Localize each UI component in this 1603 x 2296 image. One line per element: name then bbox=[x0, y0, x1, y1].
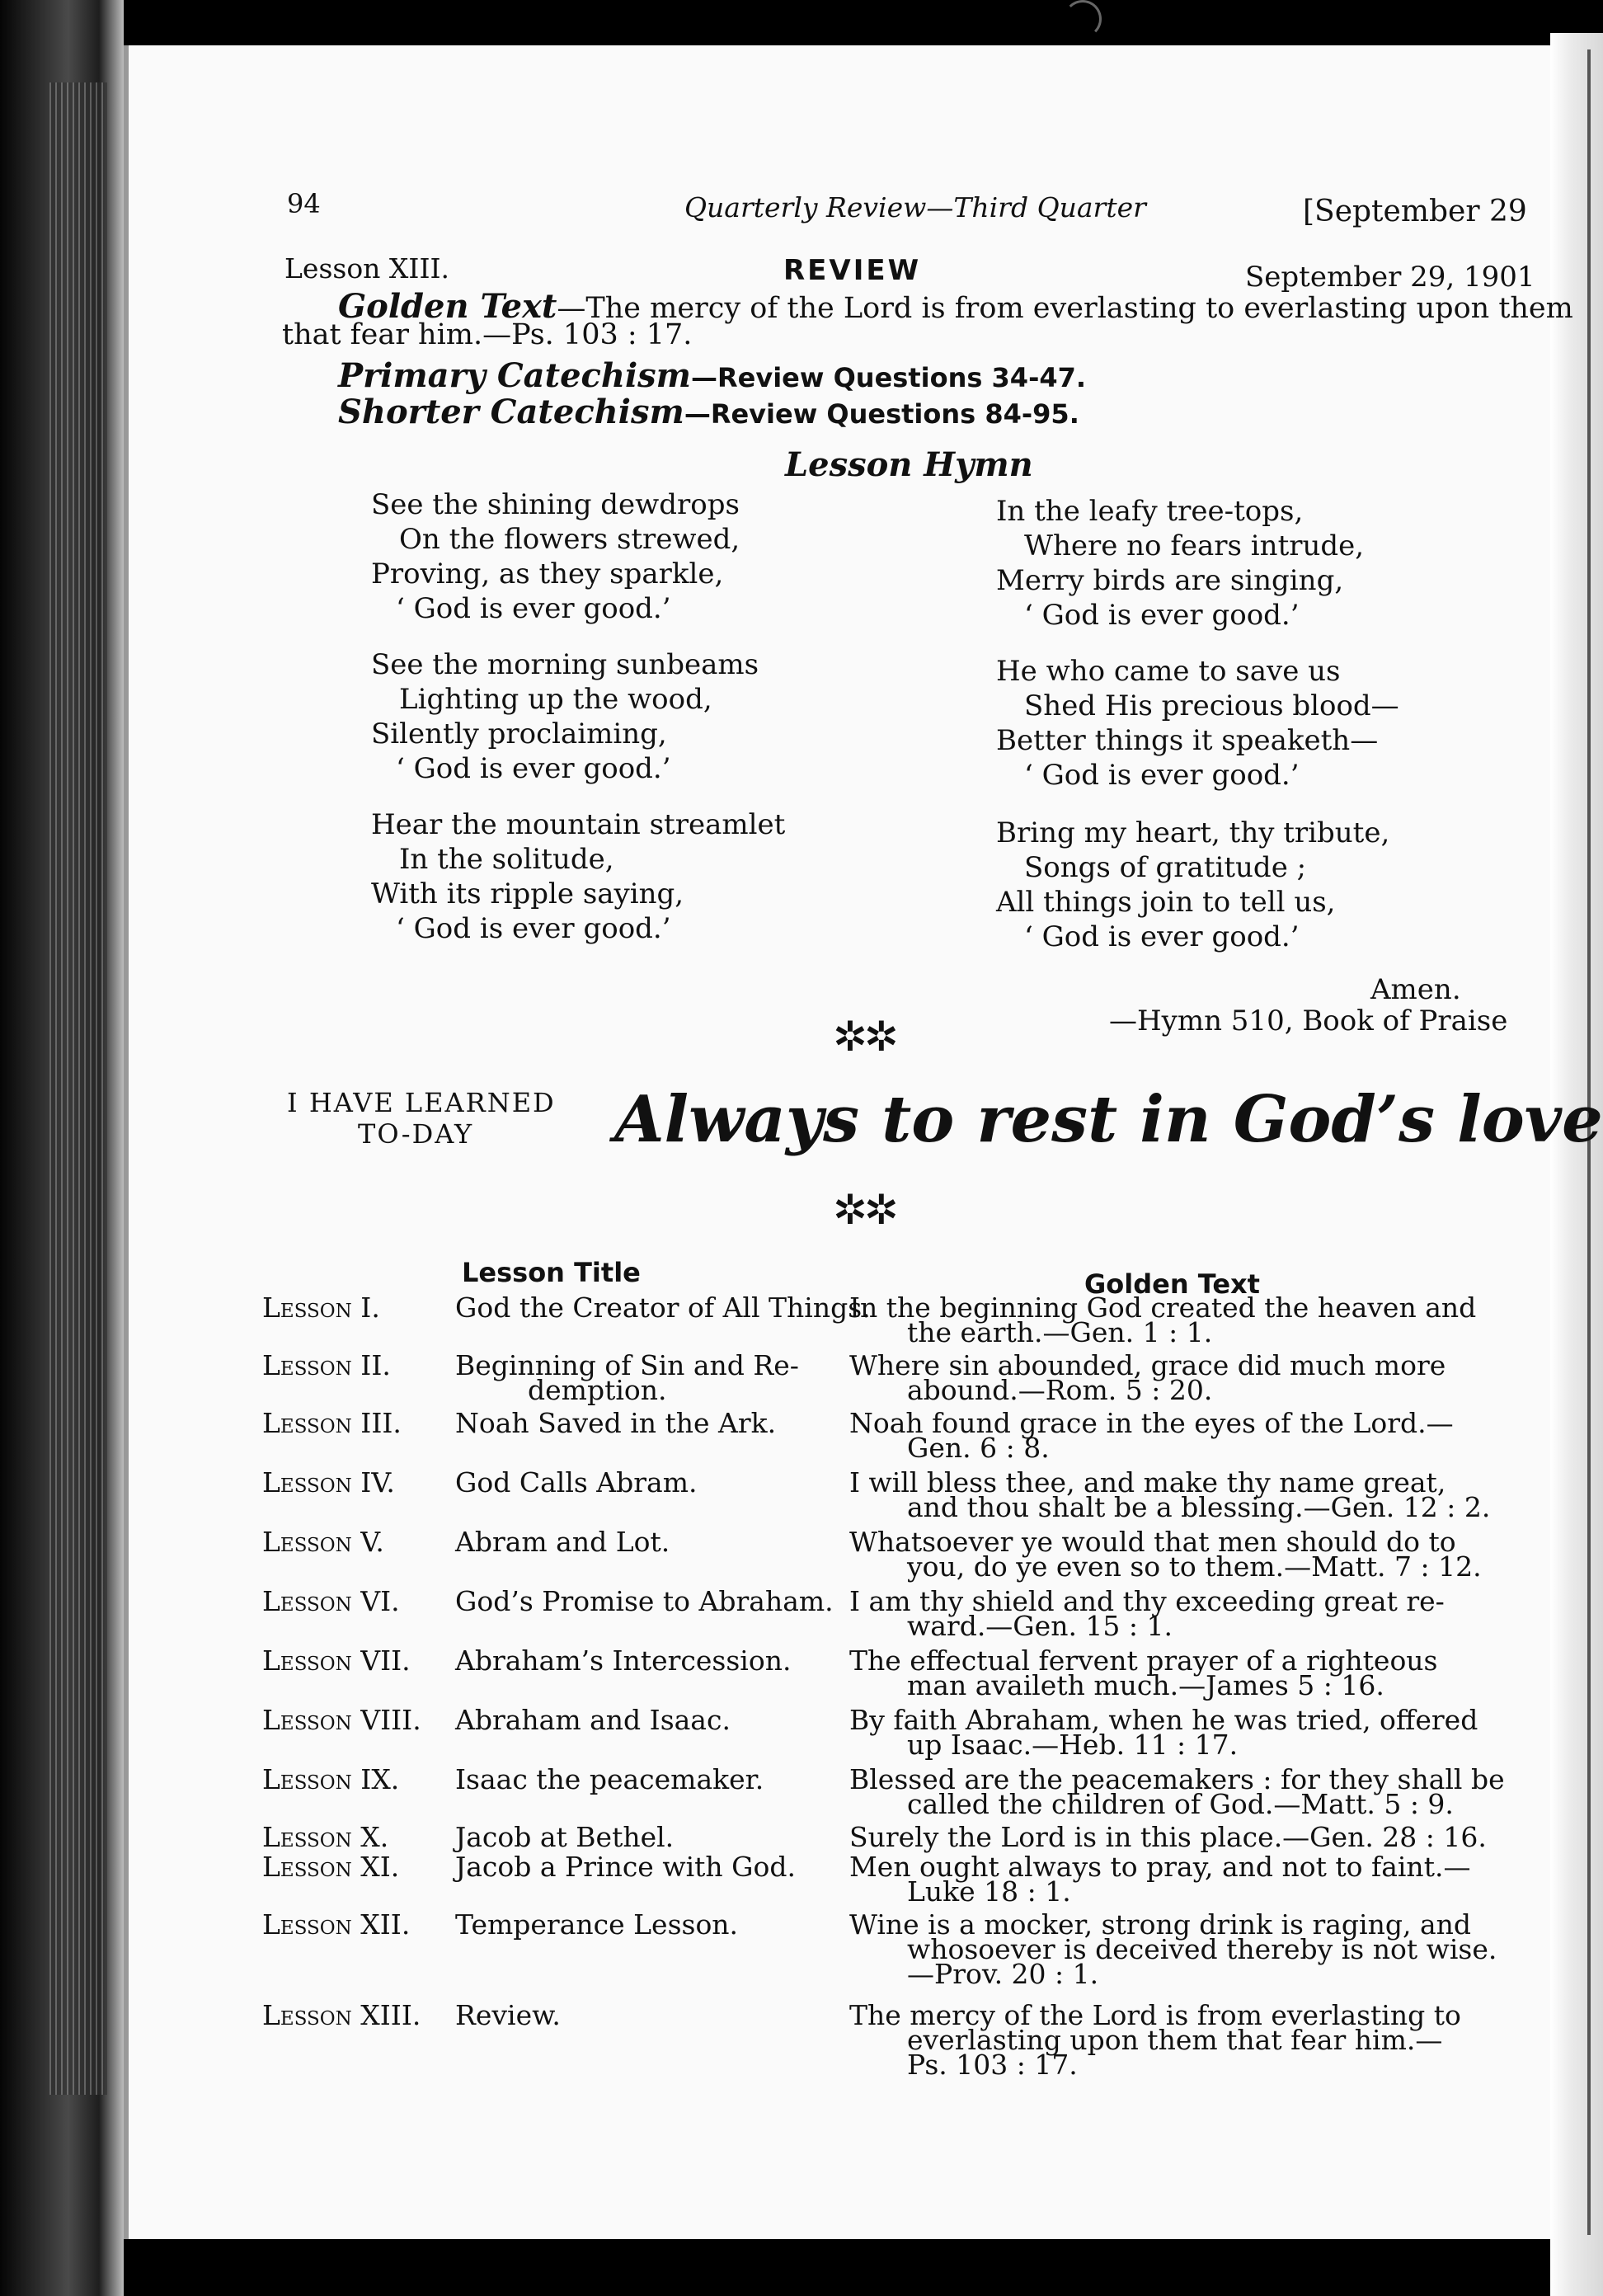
table-row-golden-text: The mercy of the Lord is from everlasting to bbox=[849, 1999, 1461, 2031]
table-row-golden-text: man availeth much.—James 5 : 16. bbox=[907, 1669, 1384, 1701]
hymn-line: With its ripple saying, bbox=[371, 877, 684, 910]
table-row-title: Abraham’s Intercession. bbox=[455, 1644, 792, 1677]
column-header-title: Lesson Title bbox=[462, 1257, 641, 1288]
primary-catechism bbox=[338, 356, 1086, 395]
table-row-golden-text: Ps. 103 : 17. bbox=[907, 2049, 1078, 2081]
hymn-line: Proving, as they sparkle, bbox=[371, 558, 724, 590]
hymn-amen: Amen. bbox=[1370, 973, 1461, 1006]
table-row-golden-text: Men ought always to pray, and not to faint.— bbox=[849, 1851, 1471, 1883]
page-number: 94 bbox=[287, 188, 321, 219]
table-row-golden-text: and thou shalt be a blessing.—Gen. 12 : 2. bbox=[907, 1491, 1491, 1523]
lesson-title: REVIEW bbox=[783, 254, 922, 287]
table-row-golden-text: everlasting upon them that fear him.— bbox=[907, 2024, 1443, 2056]
ornament-bottom-icon: ✲✲ bbox=[833, 1186, 896, 1234]
lesson-date: September 29, 1901 bbox=[1245, 261, 1535, 294]
table-row-title: demption. bbox=[528, 1374, 667, 1406]
table-row-title: Jacob a Prince with God. bbox=[455, 1851, 796, 1883]
table-row-lesson: Lesson X. bbox=[262, 1821, 389, 1853]
table-row-golden-text: ward.—Gen. 15 : 1. bbox=[907, 1610, 1173, 1642]
table-row-lesson: Lesson VII. bbox=[262, 1644, 411, 1677]
hymn-line: Hear the mountain streamlet bbox=[371, 808, 786, 841]
hymn-source: —Hymn 510, Book of Praise bbox=[1109, 1004, 1508, 1037]
table-row-golden-text: you, do ye even so to them.—Matt. 7 : 12. bbox=[907, 1550, 1482, 1583]
table-row-lesson: Lesson VIII. bbox=[262, 1704, 421, 1736]
table-row-title: God the Creator of All Things. bbox=[455, 1292, 871, 1324]
hymn-line: In the solitude, bbox=[399, 843, 614, 876]
table-row-golden-text: I will bless thee, and make thy name great, bbox=[849, 1466, 1446, 1499]
table-row-lesson: Lesson XII. bbox=[262, 1908, 411, 1941]
header-date: [September 29 bbox=[1303, 195, 1527, 228]
column-header-golden: Golden Text bbox=[1084, 1268, 1260, 1300]
table-row-lesson: Lesson III. bbox=[262, 1407, 402, 1439]
table-row-title: Temperance Lesson. bbox=[455, 1908, 739, 1941]
table-row-lesson: Lesson II. bbox=[262, 1349, 391, 1381]
shorter-catechism-value: —Review Questions 84-95. bbox=[684, 398, 1079, 430]
table-row-title: Beginning of Sin and Re- bbox=[455, 1349, 799, 1381]
learned-label-line2: TO-DAY bbox=[358, 1118, 474, 1150]
ink-mark bbox=[1064, 0, 1102, 38]
golden-text-body: —The mercy of the Lord is from everlasting to everlasting upon them bbox=[557, 292, 1573, 325]
hymn-line: ‘ God is ever good.’ bbox=[1024, 920, 1300, 953]
hymn-line: Bring my heart, thy tribute, bbox=[996, 816, 1390, 849]
table-row-golden-text: In the beginning God created the heaven and bbox=[849, 1292, 1477, 1324]
book-spine bbox=[0, 0, 124, 2296]
table-row-golden-text: Where sin abounded, grace did much more bbox=[849, 1349, 1446, 1381]
hymn-line: ‘ God is ever good.’ bbox=[1024, 599, 1300, 632]
hymn-line: Lighting up the wood, bbox=[399, 683, 712, 716]
table-row-golden-text: By faith Abraham, when he was tried, offered bbox=[849, 1704, 1478, 1736]
table-row-title: God Calls Abram. bbox=[455, 1466, 698, 1499]
table-row-lesson: Lesson IV. bbox=[262, 1466, 395, 1499]
table-row-title: God’s Promise to Abraham. bbox=[455, 1585, 834, 1617]
hymn-line: Merry birds are singing, bbox=[996, 564, 1344, 597]
hymn-line: Shed His precious blood— bbox=[1024, 689, 1399, 722]
table-row-golden-text: whosoever is deceived thereby is not wise. bbox=[907, 1933, 1497, 1965]
hymn-title: Lesson Hymn bbox=[785, 445, 1033, 484]
table-row-title: Abraham and Isaac. bbox=[455, 1704, 731, 1736]
table-row-lesson: Lesson IX. bbox=[262, 1763, 400, 1795]
golden-text-continued: that fear him.—Ps. 103 : 17. bbox=[282, 318, 693, 351]
table-row-golden-text: Whatsoever ye would that men should do to bbox=[849, 1526, 1456, 1558]
table-row-golden-text: Wine is a mocker, strong drink is raging, and bbox=[849, 1908, 1472, 1941]
hymn-line: ‘ God is ever good.’ bbox=[396, 912, 671, 945]
primary-catechism-value: —Review Questions 34-47. bbox=[691, 362, 1087, 393]
table-row-golden-text: —Prov. 20 : 1. bbox=[907, 1958, 1099, 1990]
page-right-margin bbox=[1550, 33, 1603, 2296]
hymn-line: On the flowers strewed, bbox=[399, 523, 740, 556]
table-row-lesson: Lesson XI. bbox=[262, 1851, 400, 1883]
shorter-catechism bbox=[338, 393, 1079, 431]
table-row-lesson: Lesson VI. bbox=[262, 1585, 400, 1617]
motto: Always to rest in God’s love bbox=[614, 1082, 1603, 1157]
table-row-golden-text: Noah found grace in the eyes of the Lord.— bbox=[849, 1407, 1454, 1439]
table-row-golden-text: The effectual fervent prayer of a righteous bbox=[849, 1644, 1438, 1677]
table-row-golden-text: Gen. 6 : 8. bbox=[907, 1432, 1050, 1464]
table-row-golden-text: up Isaac.—Heb. 11 : 17. bbox=[907, 1729, 1239, 1761]
hymn-line: All things join to tell us, bbox=[996, 886, 1336, 919]
table-row-golden-text: Luke 18 : 1. bbox=[907, 1875, 1071, 1908]
table-row-golden-text: Blessed are the peacemakers : for they shall be bbox=[849, 1763, 1505, 1795]
table-row-title: Jacob at Bethel. bbox=[455, 1821, 675, 1853]
shorter-catechism-label: Shorter Catechism bbox=[338, 393, 684, 431]
golden-text-label: Golden Text bbox=[338, 287, 557, 326]
lesson-number: Lesson XIII. bbox=[284, 252, 450, 285]
running-title: Quarterly Review—Third Quarter bbox=[684, 191, 1146, 223]
table-row-golden-text: abound.—Rom. 5 : 20. bbox=[907, 1374, 1213, 1406]
table-row-golden-text: called the children of God.—Matt. 5 : 9. bbox=[907, 1788, 1454, 1820]
hymn-line: In the leafy tree-tops, bbox=[996, 495, 1304, 528]
hymn-line: Better things it speaketh— bbox=[996, 724, 1379, 757]
table-row-lesson: Lesson V. bbox=[262, 1526, 384, 1558]
hymn-line: See the shining dewdrops bbox=[371, 488, 740, 521]
learned-label-line1: I HAVE LEARNED bbox=[287, 1087, 556, 1118]
table-row-golden-text: the earth.—Gen. 1 : 1. bbox=[907, 1316, 1213, 1348]
primary-catechism-label: Primary Catechism bbox=[338, 356, 691, 395]
table-row-title: Abram and Lot. bbox=[455, 1526, 670, 1558]
hymn-line: He who came to save us bbox=[996, 655, 1341, 688]
page-stack-edges bbox=[49, 82, 107, 2095]
table-row-lesson: Lesson XIII. bbox=[262, 1999, 421, 2031]
table-row-golden-text: I am thy shield and thy exceeding great re- bbox=[849, 1585, 1445, 1617]
table-row-title: Noah Saved in the Ark. bbox=[455, 1407, 777, 1439]
table-row-golden-text: Surely the Lord is in this place.—Gen. 28 : 16. bbox=[849, 1821, 1487, 1853]
hymn-line: Where no fears intrude, bbox=[1024, 529, 1365, 562]
hymn-line: Silently proclaiming, bbox=[371, 718, 667, 750]
hymn-line: ‘ God is ever good.’ bbox=[396, 592, 671, 625]
table-row-title: Review. bbox=[455, 1999, 561, 2031]
hymn-line: ‘ God is ever good.’ bbox=[396, 752, 671, 785]
ornament-top-icon: ✲✲ bbox=[833, 1013, 896, 1061]
hymn-line: See the morning sunbeams bbox=[371, 648, 759, 681]
hymn-line: Songs of gratitude ; bbox=[1024, 851, 1307, 884]
table-row-title: Isaac the peacemaker. bbox=[455, 1763, 764, 1795]
hymn-line: ‘ God is ever good.’ bbox=[1024, 759, 1300, 792]
table-row-lesson: Lesson I. bbox=[262, 1292, 380, 1324]
